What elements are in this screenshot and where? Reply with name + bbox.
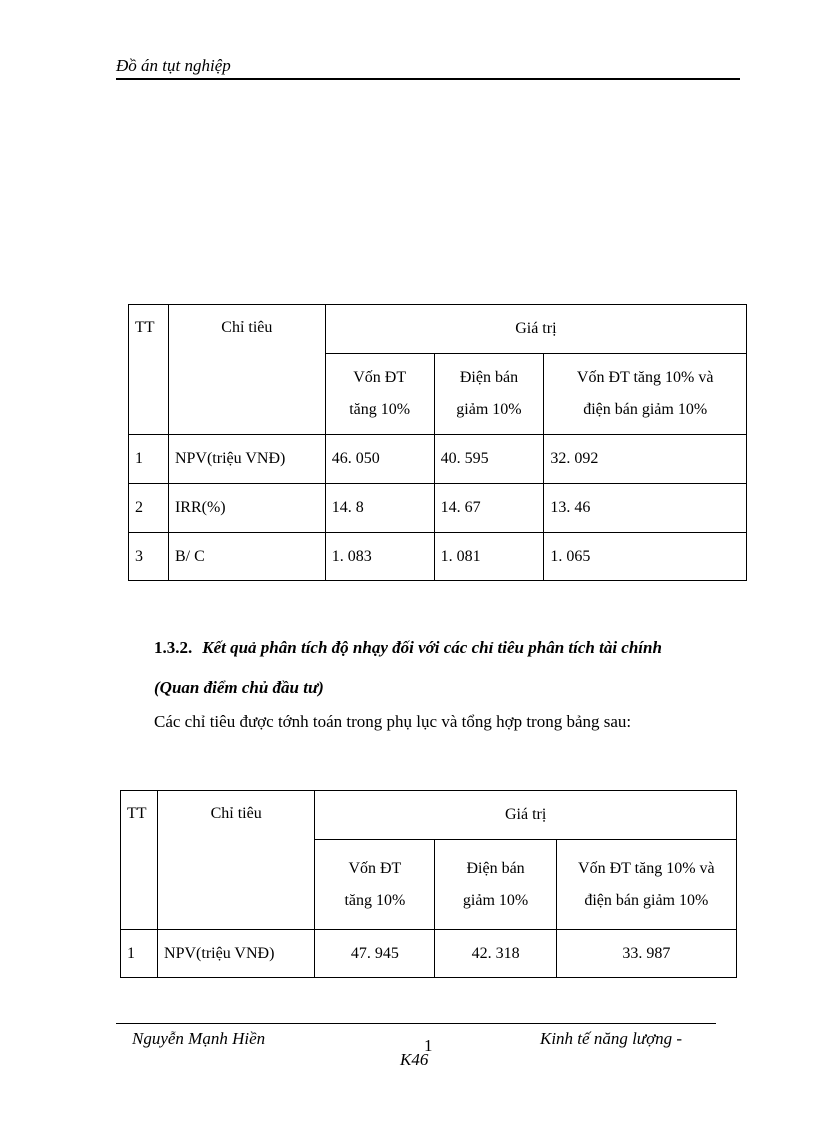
table-row	[129, 533, 747, 581]
section-subtitle: (Quan điểm chủ đầu tư)	[154, 678, 324, 697]
footer-department: Kinh tế năng lượng -	[540, 1029, 683, 1048]
header-indicator: Chỉ tiêu	[158, 791, 315, 930]
cell-v1: 46. 050	[325, 435, 434, 484]
cell-v1: 14. 8	[325, 484, 434, 533]
cell-tt: 2	[129, 484, 169, 533]
table-row	[129, 435, 747, 484]
cell-v2: 42. 318	[435, 930, 556, 978]
cell-v2: 40. 595	[434, 435, 544, 484]
header-title: Đồ án tụt nghiệp	[116, 56, 231, 75]
cell-v3: 32. 092	[544, 435, 747, 484]
cell-v2: 14. 67	[434, 484, 544, 533]
page-number: 1	[424, 1036, 433, 1055]
cell-name: NPV(triệu VNĐ)	[158, 930, 315, 978]
page-header	[116, 52, 740, 80]
cell-v2: 1. 081	[434, 533, 544, 581]
cell-v3: 13. 46	[544, 484, 747, 533]
footer-department-cont: K46	[400, 1050, 429, 1069]
header-indicator: Chỉ tiêu	[168, 305, 325, 435]
cell-v3: 1. 065	[544, 533, 747, 581]
header-value-group: Giá trị	[325, 305, 746, 354]
cell-name: NPV(triệu VNĐ)	[168, 435, 325, 484]
subheader-price-down: Điện bán giảm 10%	[435, 840, 556, 930]
subheader-combined: Vốn ĐT tăng 10% và điện bán giảm 10%	[544, 354, 747, 435]
cell-tt: 3	[129, 533, 169, 581]
cell-tt: 1	[121, 930, 158, 978]
sensitivity-table-economic	[128, 304, 747, 581]
cell-name: B/ C	[168, 533, 325, 581]
table-row	[121, 930, 737, 978]
header-tt: TT	[121, 791, 158, 930]
subheader-combined: Vốn ĐT tăng 10% và điện bán giảm 10%	[556, 840, 736, 930]
cell-v3: 33. 987	[556, 930, 736, 978]
footer-author: Nguyễn Mạnh Hiền	[132, 1029, 266, 1048]
subheader-capital-up: Vốn ĐT tăng 10%	[325, 354, 434, 435]
section-title: Kết quả phân tích độ nhạy đối với các chỉ tiêu phân tích tài chính	[202, 638, 662, 657]
page-footer	[116, 1023, 716, 1069]
section-number: 1.3.2.	[154, 638, 193, 657]
cell-v1: 47. 945	[315, 930, 435, 978]
subheader-capital-up: Vốn ĐT tăng 10%	[315, 840, 435, 930]
header-tt: TT	[129, 305, 169, 435]
cell-name: IRR(%)	[168, 484, 325, 533]
header-value-group: Giá trị	[315, 791, 737, 840]
cell-v1: 1. 083	[325, 533, 434, 581]
section-heading	[154, 628, 662, 708]
table-row	[129, 484, 747, 533]
sensitivity-table-investor	[120, 790, 737, 978]
body-paragraph: Các chỉ tiêu được tớnh toán trong phụ lục và tổng hợp trong bảng sau:	[154, 712, 632, 731]
cell-tt: 1	[129, 435, 169, 484]
subheader-price-down: Điện bán giảm 10%	[434, 354, 544, 435]
